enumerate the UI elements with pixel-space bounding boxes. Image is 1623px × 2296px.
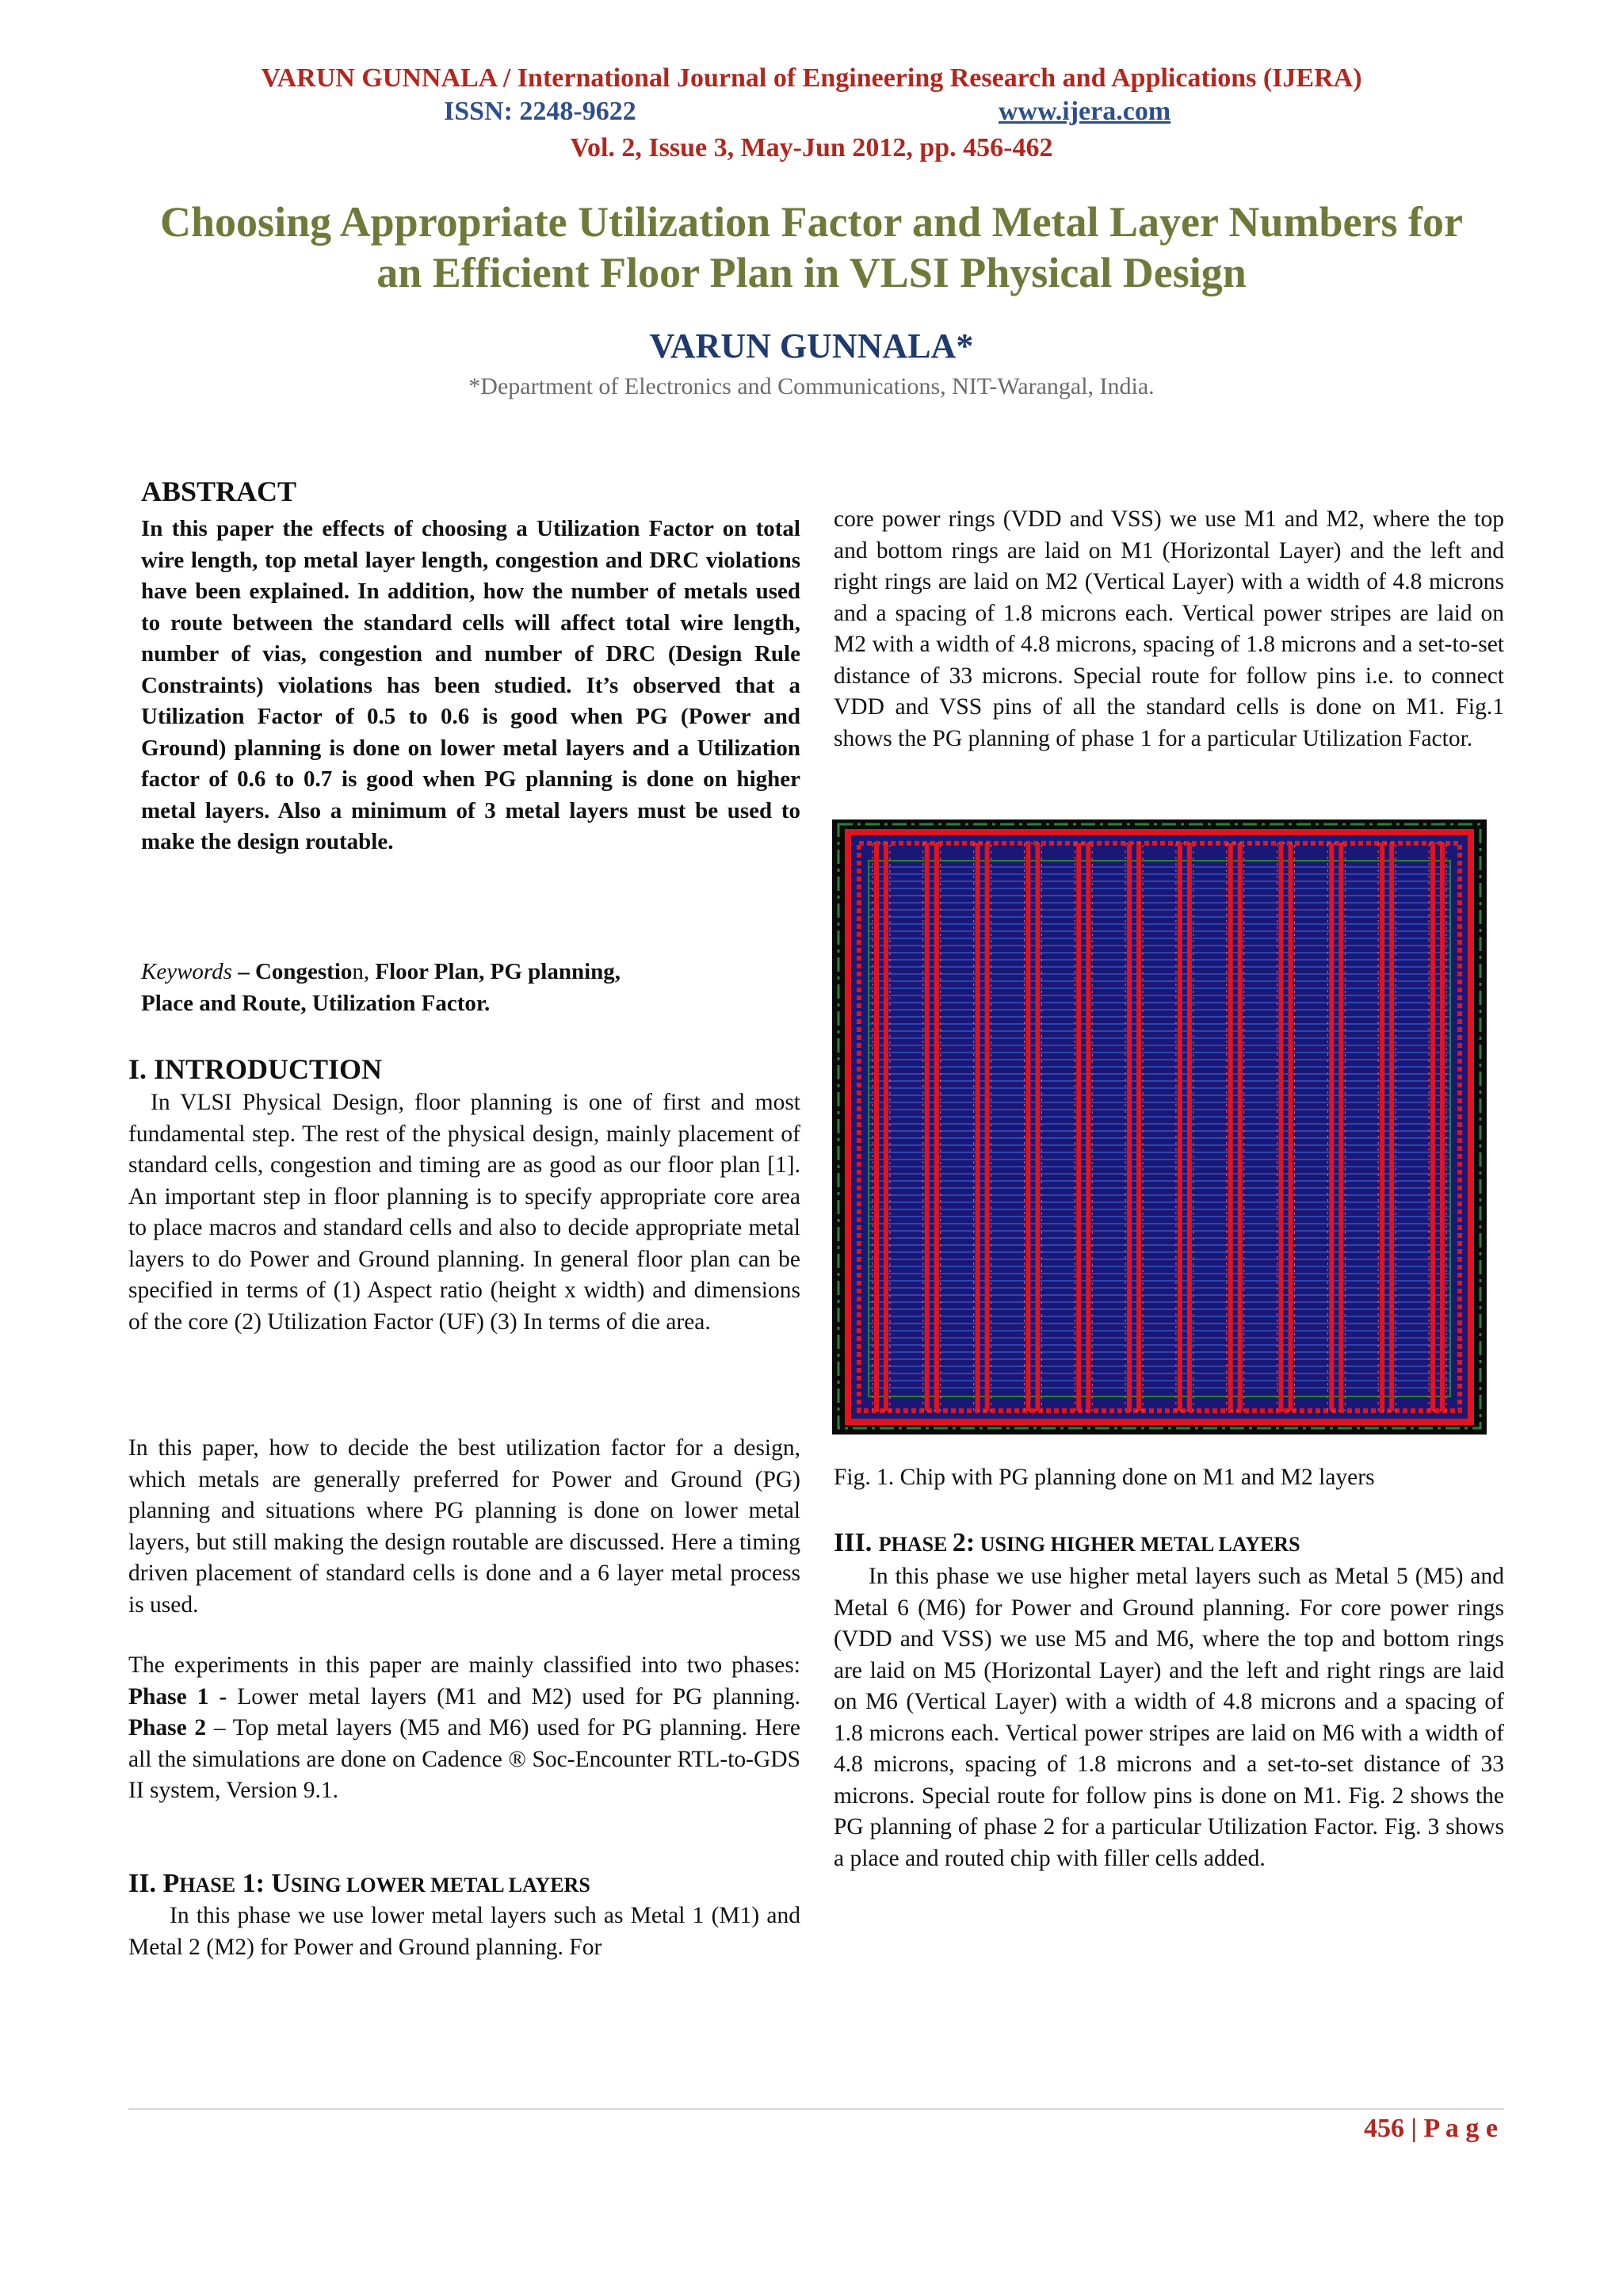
section-2-number: II.	[128, 1869, 163, 1898]
figure-1-caption: Fig. 1. Chip with PG planning done on M1 and M2 layers	[834, 1465, 1375, 1490]
power-stripe	[934, 843, 939, 1411]
power-stripe	[1389, 843, 1394, 1411]
section-2-continued-paragraph	[834, 504, 1504, 755]
power-stripe	[925, 843, 930, 1411]
keywords-label: Keywords	[141, 959, 232, 984]
intro-p3-e: – Top metal layers (M5 and M6) used for PG planning. Here all the simulations are done on Cadence ® Soc-Encounter RTL-to-GDS II system, Version 9.1.	[128, 1715, 801, 1803]
power-stripe	[1025, 843, 1030, 1411]
power-stripe	[1279, 843, 1284, 1411]
keywords	[141, 956, 800, 1019]
power-stripe	[1430, 843, 1435, 1411]
section-2-w1s: HASE	[179, 1874, 236, 1897]
keywords-part3: Floor Plan, PG planning,	[369, 959, 621, 984]
introduction-paragraph-1	[128, 1087, 800, 1338]
power-stripe	[1086, 843, 1090, 1411]
abstract-text: In this paper the effects of choosing a Utilization Factor on total wire length, top metal layer length, congestion and DRC violations have been explained. In addition, how the number of metals used to route between the standard cells will affect total wire length, number of vias, congestion and number of DRC (Design Rule Constraints) violations has been studied. It’s observed that a Utilization Factor of 0.5 to 0.6 is good when PG (Power and Ground) planning is done on lower metal layers and a Utilization factor of 0.6 to 0.7 is good when PG planning is done on higher metal layers. Also a minimum of 3 metal layers must be used to make the design routable.	[141, 516, 800, 854]
keywords-line2: Place and Route, Utilization Factor.	[141, 991, 491, 1016]
power-stripe	[874, 843, 879, 1411]
section-3-w3: USING HIGHER METAL LAYERS	[975, 1533, 1300, 1556]
power-stripe	[1035, 843, 1040, 1411]
paper-title	[0, 197, 1623, 298]
right-p1-text: core power rings (VDD and VSS) we use M1 and M2, where the top and bottom rings are laid on M1 (Horizontal Layer) and the left and right rings are laid on M2 (Vertical Layer) with a width of 4.8 microns and a spacing of 1.8 microns each. Vertical power stripes are laid on M2 with a width of 4.8 microns, spacing of 1.8 microns and a set-to-set distance of 33 microns. Special route for follow pins i.e. to connect VDD and VSS pins of all the standard cells is done on M1. Fig.1 shows the PG planning of phase 1 for a particular Utilization Factor.	[834, 506, 1504, 751]
keywords-part2: n,	[352, 959, 370, 984]
page-number: 456 | P a g e	[1364, 2114, 1498, 2143]
section-2-w1: P	[162, 1869, 180, 1898]
introduction-heading: I. INTRODUCTION	[128, 1053, 383, 1085]
keywords-part1: Congestio	[254, 959, 353, 984]
power-stripe	[884, 843, 888, 1411]
section-2-w2: 1: U	[235, 1869, 291, 1898]
title-line-1: Choosing Appropriate Utilization Factor and Metal Layer Numbers for	[160, 198, 1463, 246]
intro-p3-c: Lower metal layers (M1 and M2) used for PG planning.	[227, 1683, 800, 1710]
section-2-paragraph	[128, 1901, 800, 1963]
journal-header: VARUN GUNNALA / International Journal of Engineering Research and Applications (IJERA)	[261, 63, 1362, 93]
power-stripe	[1329, 843, 1334, 1411]
introduction-paragraph-2	[128, 1433, 800, 1621]
power-stripe	[976, 843, 980, 1411]
keywords-dash: –	[231, 959, 255, 984]
issn: ISSN: 2248-9622	[444, 97, 636, 126]
power-stripe	[1338, 843, 1343, 1411]
author-name: VARUN GUNNALA*	[649, 327, 974, 365]
chip-core-area	[846, 831, 1472, 1425]
power-stripe	[1228, 843, 1233, 1411]
power-stripe	[1289, 843, 1293, 1411]
section-2-heading	[128, 1867, 590, 1902]
section-2-w2s: SING LOWER METAL LAYERS	[290, 1874, 590, 1897]
intro-p1-text: In VLSI Physical Design, floor planning is one of first and most fundamental step. The rest of the physical design, mainly placement of standard cells, congestion and timing are as good as our floor plan [1]. An important step in floor planning is to specify appropriate core area to place macros and standard cells and also to decide appropriate metal layers to do Power and Ground planning. In general floor plan can be specified in terms of (1) Aspect ratio (height x width) and dimensions of the core (2) Utilization Factor (UF) (3) In terms of die area.	[128, 1090, 800, 1335]
power-stripe	[1238, 843, 1243, 1411]
footer-divider	[128, 2108, 1504, 2110]
intro-p2-text: In this paper, how to decide the best utilization factor for a design, which metals are generally preferred for Power and Ground (PG) planning and situations where PG planning is done on lower metal layers, but still making the design routable are discussed. Here a timing driven placement of standard cells is done and a 6 layer metal process is used.	[128, 1435, 800, 1618]
section-3-number: III.	[834, 1528, 879, 1557]
section-3-w2: 2:	[952, 1528, 976, 1557]
power-stripe	[1076, 843, 1081, 1411]
section-3-paragraph	[834, 1561, 1504, 1874]
power-stripe	[985, 843, 990, 1411]
power-stripe	[1136, 843, 1141, 1411]
section-3-heading	[834, 1526, 1300, 1561]
power-stripe	[1127, 843, 1132, 1411]
section-3-w1: PHASE	[878, 1533, 953, 1556]
power-stripe	[1380, 843, 1384, 1411]
author-affiliation: *Department of Electronics and Communications, NIT-Warangal, India.	[468, 373, 1155, 399]
intro-phase2-label: Phase 2	[128, 1715, 207, 1740]
journal-url-link[interactable]: www.ijera.com	[999, 97, 1171, 126]
power-stripe	[1187, 843, 1192, 1411]
intro-phase1-label: Phase 1 -	[128, 1683, 227, 1710]
introduction-paragraph-3	[128, 1650, 800, 1807]
section-2-text: In this phase we use lower metal layers such as Metal 1 (M1) and Metal 2 (M2) for Power and Ground planning. For	[128, 1903, 800, 1960]
volume-line: Vol. 2, Issue 3, May-Jun 2012, pp. 456-462	[570, 133, 1053, 162]
figure-1-chip-layout	[832, 819, 1487, 1435]
title-line-2: an Efficient Floor Plan in VLSI Physical Design	[376, 249, 1247, 296]
intro-p3-a: The experiments in this paper are mainly classified into two phases:	[128, 1652, 800, 1678]
power-stripe	[1178, 843, 1182, 1411]
power-stripe	[1440, 843, 1445, 1411]
section-3-text: In this phase we use higher metal layers such as Metal 5 (M5) and Metal 6 (M6) for Power and Ground planning. For core power rings (VDD and VSS) we use M5 and M6, where the top and bottom rings are laid on M5 (Horizontal Layer) and the left and right rings are laid on M6 (Vertical Layer) with a width of 4.8 microns and a spacing of 1.8 microns each. Vertical power stripes are laid on M6 with a width of 4.8 microns, spacing of 1.8 microns and a set-to-set distance of 33 microns. Special route for follow pins is done on M1. Fig. 2 shows the PG planning of phase 2 for a particular Utilization Factor. Fig. 3 shows a place and routed chip with filler cells added.	[834, 1564, 1504, 1871]
abstract-heading: ABSTRACT	[141, 476, 297, 507]
